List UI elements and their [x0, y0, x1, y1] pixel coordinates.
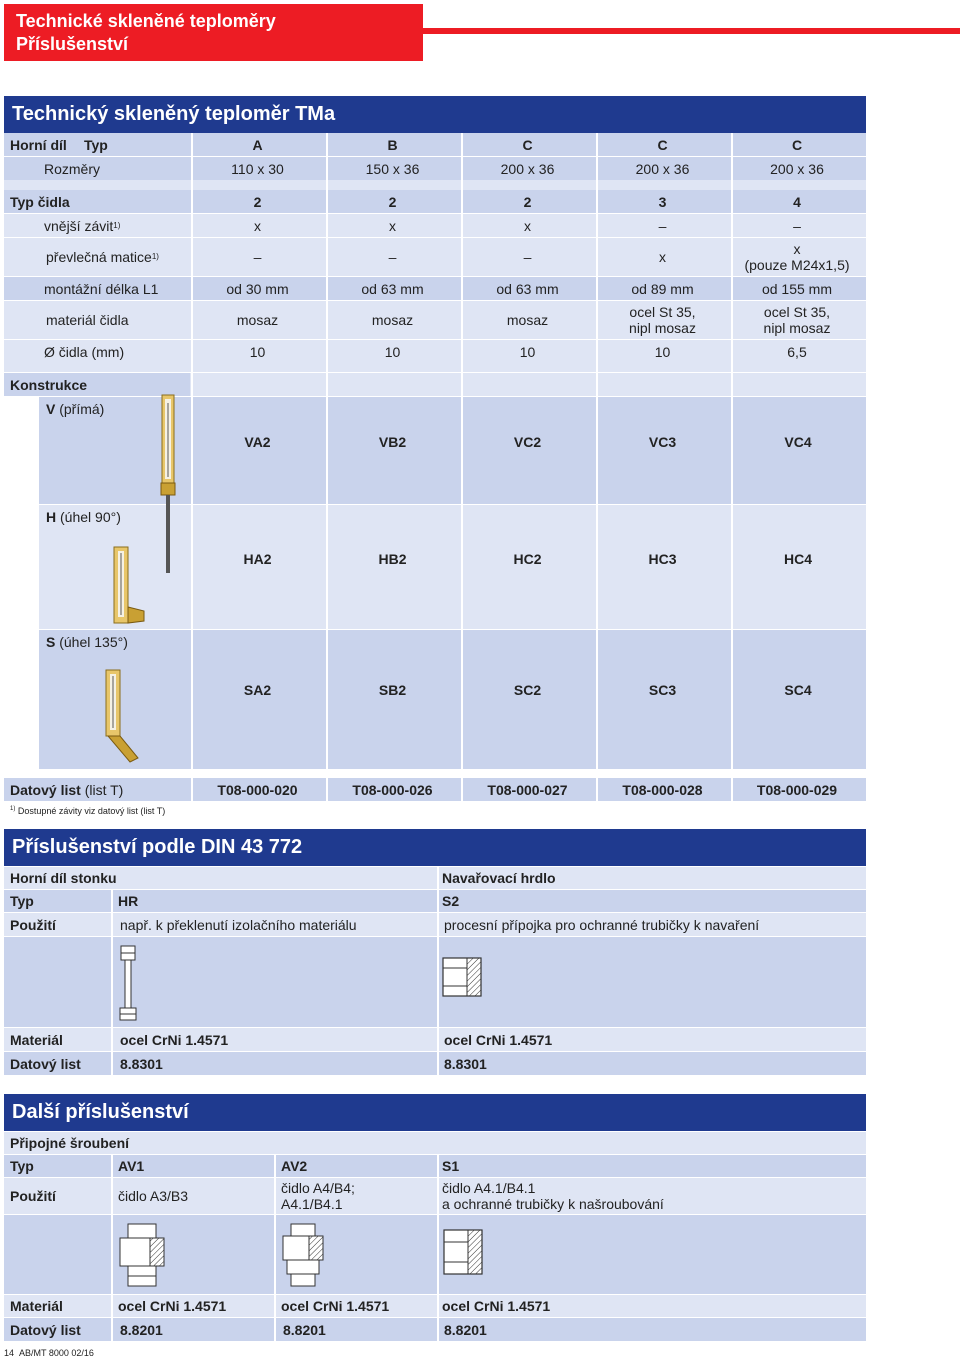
union-s1-icon — [442, 1228, 484, 1276]
prumer-c2: 10 — [654, 343, 671, 360]
din-title-text: Příslušenství podle DIN 43 772 — [12, 836, 303, 858]
vnejsi-c2: – — [658, 217, 667, 234]
dalsi-pouziti-av1: čidlo A3/B3 — [118, 1188, 189, 1204]
h-label — [46, 509, 121, 525]
type-b: B — [387, 136, 398, 153]
material-label: materiál čidla — [46, 312, 129, 328]
type-c1: C — [522, 136, 533, 153]
datovy-label — [4, 778, 190, 801]
code-vc3: VC3 — [648, 434, 677, 450]
prevlecna-c1: – — [523, 249, 532, 265]
datovy-c3: T08-000-029 — [756, 781, 838, 798]
column-divider — [111, 890, 113, 1075]
prevlecna-a: – — [253, 249, 262, 265]
rozmery-c3: 200 x 36 — [770, 160, 824, 177]
code-sc4: SC4 — [784, 682, 812, 698]
typ-cidla-c3: 4 — [793, 193, 801, 210]
tma-row-diameter — [4, 340, 866, 363]
rozmery-b: 150 x 36 — [365, 160, 420, 177]
type-c3: C — [791, 136, 803, 153]
din-pouziti-hr: např. k překlenutí izolačního materiálu — [120, 916, 357, 933]
material-a: mosaz — [236, 312, 279, 328]
material-c1: mosaz — [506, 312, 549, 328]
header-subtitle: Příslušenství — [16, 34, 129, 54]
prumer-a: 10 — [249, 343, 266, 360]
material-c3 — [730, 301, 864, 339]
din-pouziti-s2: procesní přípojka pro ochranné trubičky k navaření — [444, 916, 760, 933]
typ-cidla-c2: 3 — [658, 193, 667, 210]
din-row-usage — [4, 913, 866, 936]
prumer-c1: 10 — [519, 343, 536, 360]
union-av2-icon — [281, 1222, 325, 1288]
dalsi-title-text: Další příslušenství — [12, 1101, 189, 1123]
montazni-label: montážní délka L1 — [44, 280, 159, 297]
code-hc2: HC2 — [513, 551, 542, 567]
code-sa2: SA2 — [243, 682, 272, 698]
column-divider — [274, 1155, 276, 1341]
montazni-c1: od 63 mm — [496, 280, 559, 297]
h-label-desc: (úhel 90°) — [60, 509, 121, 525]
datovy-label-text: Datový list — [10, 781, 81, 798]
thermometer-angle90-icon — [110, 545, 150, 627]
thermometer-angle135-icon — [102, 668, 142, 764]
prevlecna-b: – — [388, 249, 397, 265]
column-divider — [461, 133, 463, 801]
horni-dil-label: Horní díl — [10, 136, 67, 153]
footnote-sup: 1) — [10, 806, 16, 812]
footnote-text: Dostupné závity viz datový list (list T) — [17, 806, 166, 816]
code-ha2: HA2 — [243, 551, 272, 567]
tma-row-type — [4, 133, 866, 156]
typ-label: Typ — [84, 136, 108, 153]
tma-row-construction — [4, 373, 866, 396]
datovy-b: T08-000-026 — [352, 781, 433, 798]
vnejsi-b: x — [389, 217, 396, 234]
din-row-datasheet — [4, 1052, 866, 1075]
typ-cidla-a: 2 — [253, 193, 262, 210]
dalsi-material-av1: ocel CrNi 1.4571 — [118, 1298, 227, 1314]
column-divider — [191, 133, 193, 801]
material-b: mosaz — [371, 312, 414, 328]
din-datovy-hr: 8.8301 — [120, 1055, 163, 1072]
code-hb2: HB2 — [378, 551, 407, 567]
page-footer — [4, 1348, 94, 1358]
prevlecna-label — [4, 238, 190, 276]
din-typ-label: Typ — [10, 893, 34, 909]
page-number: 14 — [4, 1348, 15, 1358]
dalsi-row-usage — [4, 1178, 866, 1214]
din-material-hr: ocel CrNi 1.4571 — [120, 1031, 229, 1048]
dalsi-material-label: Materiál — [10, 1298, 63, 1314]
v-codes-row — [190, 434, 866, 450]
vnejsi-label — [4, 214, 190, 237]
dalsi-row-datasheet — [4, 1318, 866, 1341]
code-vb2: VB2 — [378, 434, 407, 450]
dalsi-section-title — [4, 1094, 866, 1131]
rozmery-a: 110 x 30 — [231, 160, 284, 177]
s-label-desc: (úhel 135°) — [59, 634, 128, 650]
column-divider — [437, 867, 439, 1075]
code-hc4: HC4 — [783, 551, 812, 567]
footnote-ref: 1) — [113, 220, 121, 230]
type-c2: C — [657, 136, 668, 153]
prevlecna-c3-value: x — [793, 241, 801, 257]
din-material-label: Materiál — [10, 1031, 63, 1048]
code-sc2: SC2 — [513, 682, 542, 698]
dalsi-datovy-label: Datový list — [10, 1321, 81, 1338]
column-divider — [437, 1155, 439, 1341]
tma-row-datasheet — [4, 778, 866, 801]
material-c2 — [595, 301, 730, 339]
dalsi-datovy-s1: 8.8201 — [444, 1321, 487, 1338]
dalsi-pouziti-av2-line2: A4.1/B4.1 — [281, 1196, 343, 1212]
v-label — [46, 401, 104, 417]
typ-cidla-b: 2 — [388, 193, 397, 210]
construction-s-block — [39, 630, 866, 769]
vnejsi-a: x — [254, 217, 261, 234]
din-col1-head: Horní díl stonku — [10, 870, 117, 886]
din-material-s2: ocel CrNi 1.4571 — [444, 1031, 553, 1048]
tma-row-sensor-material — [4, 301, 866, 339]
document-header — [4, 4, 423, 61]
thermometer-straight-icon — [158, 393, 178, 575]
datovy-label-desc: (list T) — [84, 781, 124, 798]
prumer-label: Ø čidla (mm) — [44, 343, 125, 360]
document-code: AB/MT 8000 02/16 — [19, 1348, 94, 1358]
montazni-c2: od 89 mm — [631, 280, 694, 297]
weld-socket-icon — [441, 956, 483, 998]
montazni-a: od 30 mm — [226, 280, 289, 297]
vnejsi-c3: – — [793, 217, 801, 234]
code-hc3: HC3 — [648, 551, 677, 567]
vnejsi-c1: x — [524, 217, 531, 234]
type-a: A — [252, 136, 263, 153]
din-typ-s2: S2 — [442, 893, 460, 909]
din-datovy-label: Datový list — [10, 1055, 81, 1072]
dalsi-pouziti-av2-line1: čidlo A4/B4; — [281, 1180, 355, 1196]
dalsi-material-s1: ocel CrNi 1.4571 — [442, 1298, 551, 1314]
tma-row-dimensions — [4, 157, 866, 180]
tma-row-mounting-length — [4, 277, 866, 300]
dalsi-row-type — [4, 1155, 866, 1177]
code-sc3: SC3 — [648, 682, 677, 698]
dalsi-datovy-av2: 8.8201 — [283, 1321, 326, 1338]
din-section-title — [4, 829, 866, 866]
dalsi-row-sub — [4, 1132, 866, 1154]
rozmery-label: Rozměry — [44, 160, 101, 177]
dalsi-row-material — [4, 1295, 866, 1317]
construction-indent — [4, 397, 39, 769]
column-divider — [111, 1155, 113, 1341]
material-c2-line2: nipl mosaz — [629, 320, 696, 336]
v-label-code: V — [46, 401, 56, 417]
header-rule — [423, 28, 960, 34]
din-row-heads — [4, 867, 866, 889]
din-typ-hr: HR — [118, 893, 139, 909]
din-row-type — [4, 890, 866, 912]
din-datovy-s2: 8.8301 — [444, 1055, 487, 1072]
code-va2: VA2 — [244, 434, 271, 450]
dalsi-pouziti-s1-line1: čidlo A4.1/B4.1 — [442, 1180, 536, 1196]
code-vc4: VC4 — [784, 434, 812, 450]
s-codes-row — [190, 682, 866, 698]
rozmery-c2: 200 x 36 — [635, 160, 690, 177]
material-c3-line1: ocel St 35, — [763, 304, 831, 320]
column-divider — [326, 133, 328, 801]
dalsi-pouziti-s1-line2: a ochranné trubičky k našroubování — [442, 1196, 664, 1212]
datovy-c2: T08-000-028 — [622, 781, 703, 798]
dalsi-typ-label: Typ — [10, 1158, 34, 1174]
din-row-material — [4, 1028, 866, 1051]
v-label-desc: (přímá) — [59, 401, 105, 417]
din-col2-head: Navařovací hrdlo — [442, 870, 556, 886]
dalsi-pouziti-label: Použití — [10, 1188, 56, 1204]
h-codes-row — [190, 551, 866, 567]
konstrukce-fill — [190, 373, 866, 396]
column-divider — [596, 133, 598, 801]
s-label — [46, 634, 128, 650]
code-vc2: VC2 — [513, 434, 542, 450]
tma-title-text: Technický skleněný teploměr TMa — [12, 103, 336, 125]
datovy-a: T08-000-020 — [217, 781, 298, 798]
h-label-code: H — [46, 509, 57, 525]
typ-cidla-c1: 2 — [523, 193, 532, 210]
tma-row-sensor-type — [4, 190, 866, 213]
dalsi-sub: Připojné šroubení — [10, 1135, 130, 1151]
header-title: Technické skleněné teploměry — [16, 11, 276, 31]
dalsi-typ-av2: AV2 — [281, 1158, 308, 1174]
typ-cidla-label: Typ čidla — [10, 193, 70, 210]
montazni-b: od 63 mm — [361, 280, 424, 297]
tma-row-union-nut — [4, 238, 866, 276]
rozmery-c1: 200 x 36 — [500, 160, 555, 177]
datovy-c1: T08-000-027 — [487, 781, 568, 798]
dalsi-datovy-av1: 8.8201 — [120, 1321, 163, 1338]
column-divider — [731, 133, 733, 801]
vnejsi-label-text: vnější závit — [44, 217, 114, 234]
prumer-b: 10 — [384, 343, 401, 360]
s-label-code: S — [46, 634, 56, 650]
prevlecna-label-text: převlečná matice — [46, 249, 152, 265]
prevlecna-c2: x — [659, 249, 666, 265]
footnote — [10, 806, 165, 816]
spacer — [4, 180, 866, 190]
dalsi-material-av2: ocel CrNi 1.4571 — [281, 1298, 390, 1314]
prevlecna-c3-note: (pouze M24x1,5) — [744, 257, 850, 273]
dalsi-typ-s1: S1 — [442, 1158, 460, 1174]
material-c3-line2: nipl mosaz — [763, 320, 831, 336]
tma-section-title — [4, 96, 866, 133]
code-sb2: SB2 — [378, 682, 407, 698]
tma-row-external-thread — [4, 214, 866, 237]
stem-extension-icon — [117, 944, 139, 1022]
material-c2-line1: ocel St 35, — [629, 304, 696, 320]
spacer — [4, 363, 866, 372]
prumer-c3: 6,5 — [787, 343, 807, 360]
din-pouziti-label: Použití — [10, 916, 56, 933]
dalsi-typ-av1: AV1 — [118, 1158, 145, 1174]
union-av1-icon — [118, 1222, 166, 1288]
dalsi-pouziti-s1 — [438, 1178, 866, 1214]
konstrukce-label: Konstrukce — [10, 376, 88, 393]
prevlecna-c3 — [730, 238, 864, 276]
footnote-ref: 1) — [151, 252, 159, 261]
montazni-c3: od 155 mm — [761, 280, 833, 297]
dalsi-pouziti-av2 — [275, 1178, 438, 1214]
